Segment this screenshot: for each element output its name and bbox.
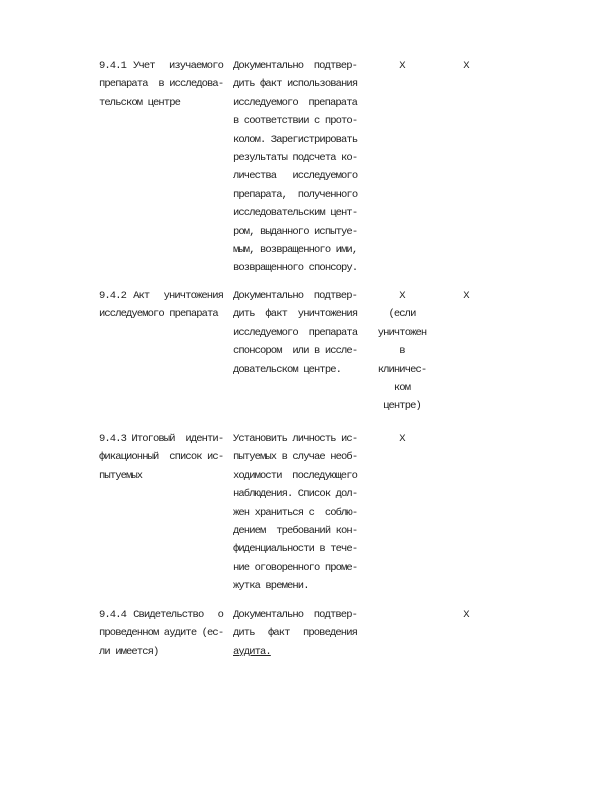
- purpose-line: жутка времени.: [233, 580, 309, 593]
- item-line: проведенном аудите (ес-: [99, 627, 224, 640]
- purpose-line: пытуемых в случае необ-: [233, 451, 358, 464]
- col4-cell: [443, 287, 489, 305]
- col3-cell: [367, 57, 437, 75]
- item-line: ли имеется): [99, 645, 159, 658]
- purpose-line: наблюдения. Список дол-: [233, 488, 358, 501]
- col3-cell: [367, 430, 437, 448]
- purpose-line: дить факт проведения: [233, 627, 357, 640]
- purpose-line: спонсором или в иссле-: [233, 345, 358, 358]
- item-line: пытуемых: [99, 469, 143, 482]
- purpose-line: исследуемого препарата: [233, 96, 357, 109]
- col3-note: ком: [393, 382, 411, 395]
- item-cell: [99, 287, 223, 324]
- purpose-line: ром, выданного испытуе-: [233, 225, 358, 238]
- purpose-line: препарата, полученного: [233, 188, 358, 201]
- purpose-line: ходимости последующего: [233, 469, 357, 482]
- col3-mark: X: [399, 60, 405, 72]
- purpose-line: [233, 643, 357, 661]
- col3-note: в: [399, 345, 405, 358]
- purpose-line: возвращенного спонсору.: [233, 262, 358, 275]
- purpose-line: жен храниться с соблю-: [233, 506, 358, 519]
- purpose-line: довательском центре.: [233, 363, 342, 376]
- purpose-line: результаты подсчета ко-: [233, 152, 358, 165]
- col3-note: уничтожен: [377, 326, 427, 339]
- item-line: 9.4.3 Итоговый иденти-: [99, 433, 224, 445]
- purpose-line: фиденциальности в тече-: [233, 543, 358, 556]
- item-line: 9.4.2 Акт уничтожения: [99, 290, 223, 302]
- underlined-text: аудита.: [233, 645, 271, 658]
- item-line: тельском центре: [99, 96, 181, 109]
- purpose-cell: [233, 57, 357, 278]
- purpose-cell: [233, 606, 357, 661]
- purpose-line: мым, возвращенного ими,: [233, 244, 358, 257]
- col4-cell: [443, 606, 489, 624]
- col3-mark: X: [399, 433, 405, 445]
- item-cell: [99, 430, 223, 485]
- purpose-line: личества исследуемого: [233, 170, 358, 183]
- item-line: 9.4.1 Учет изучаемого: [99, 60, 223, 72]
- purpose-line: в соответствии с прото-: [233, 115, 358, 128]
- purpose-line: дением требований кон-: [233, 525, 358, 538]
- item-line: препарата в исследова-: [99, 78, 224, 91]
- purpose-cell: [233, 430, 357, 596]
- item-line: фикационный список ис-: [99, 451, 224, 464]
- col3-note: центре): [383, 400, 421, 413]
- purpose-line: ние оговоренного проме-: [233, 561, 358, 574]
- col4-mark: X: [463, 609, 469, 621]
- purpose-line: Документально подтвер-: [233, 60, 357, 72]
- item-line: 9.4.4 Свидетельство о: [99, 609, 223, 621]
- purpose-line: дить факт использования: [233, 78, 358, 91]
- col3-cell: [367, 287, 437, 416]
- purpose-line: дить факт уничтожения: [233, 308, 358, 321]
- col3-mark: X: [399, 290, 405, 302]
- purpose-line: Установить личность ис-: [233, 433, 358, 445]
- purpose-line: Документально подтвер-: [233, 609, 357, 621]
- item-cell: [99, 606, 223, 661]
- purpose-cell: [233, 287, 357, 379]
- col4-mark: X: [463, 290, 469, 302]
- item-line: исследуемого препарата: [99, 308, 218, 321]
- purpose-line: Документально подтвер-: [233, 290, 357, 302]
- col3-note: клиничес-: [377, 363, 427, 376]
- col4-mark: X: [463, 60, 469, 72]
- item-cell: [99, 57, 223, 112]
- purpose-line: колом. Зарегистрировать: [233, 133, 358, 146]
- purpose-line: исследовательским цент-: [233, 207, 358, 220]
- col4-cell: [443, 57, 489, 75]
- purpose-line: исследуемого препарата: [233, 326, 358, 339]
- col3-note: (если: [388, 308, 416, 321]
